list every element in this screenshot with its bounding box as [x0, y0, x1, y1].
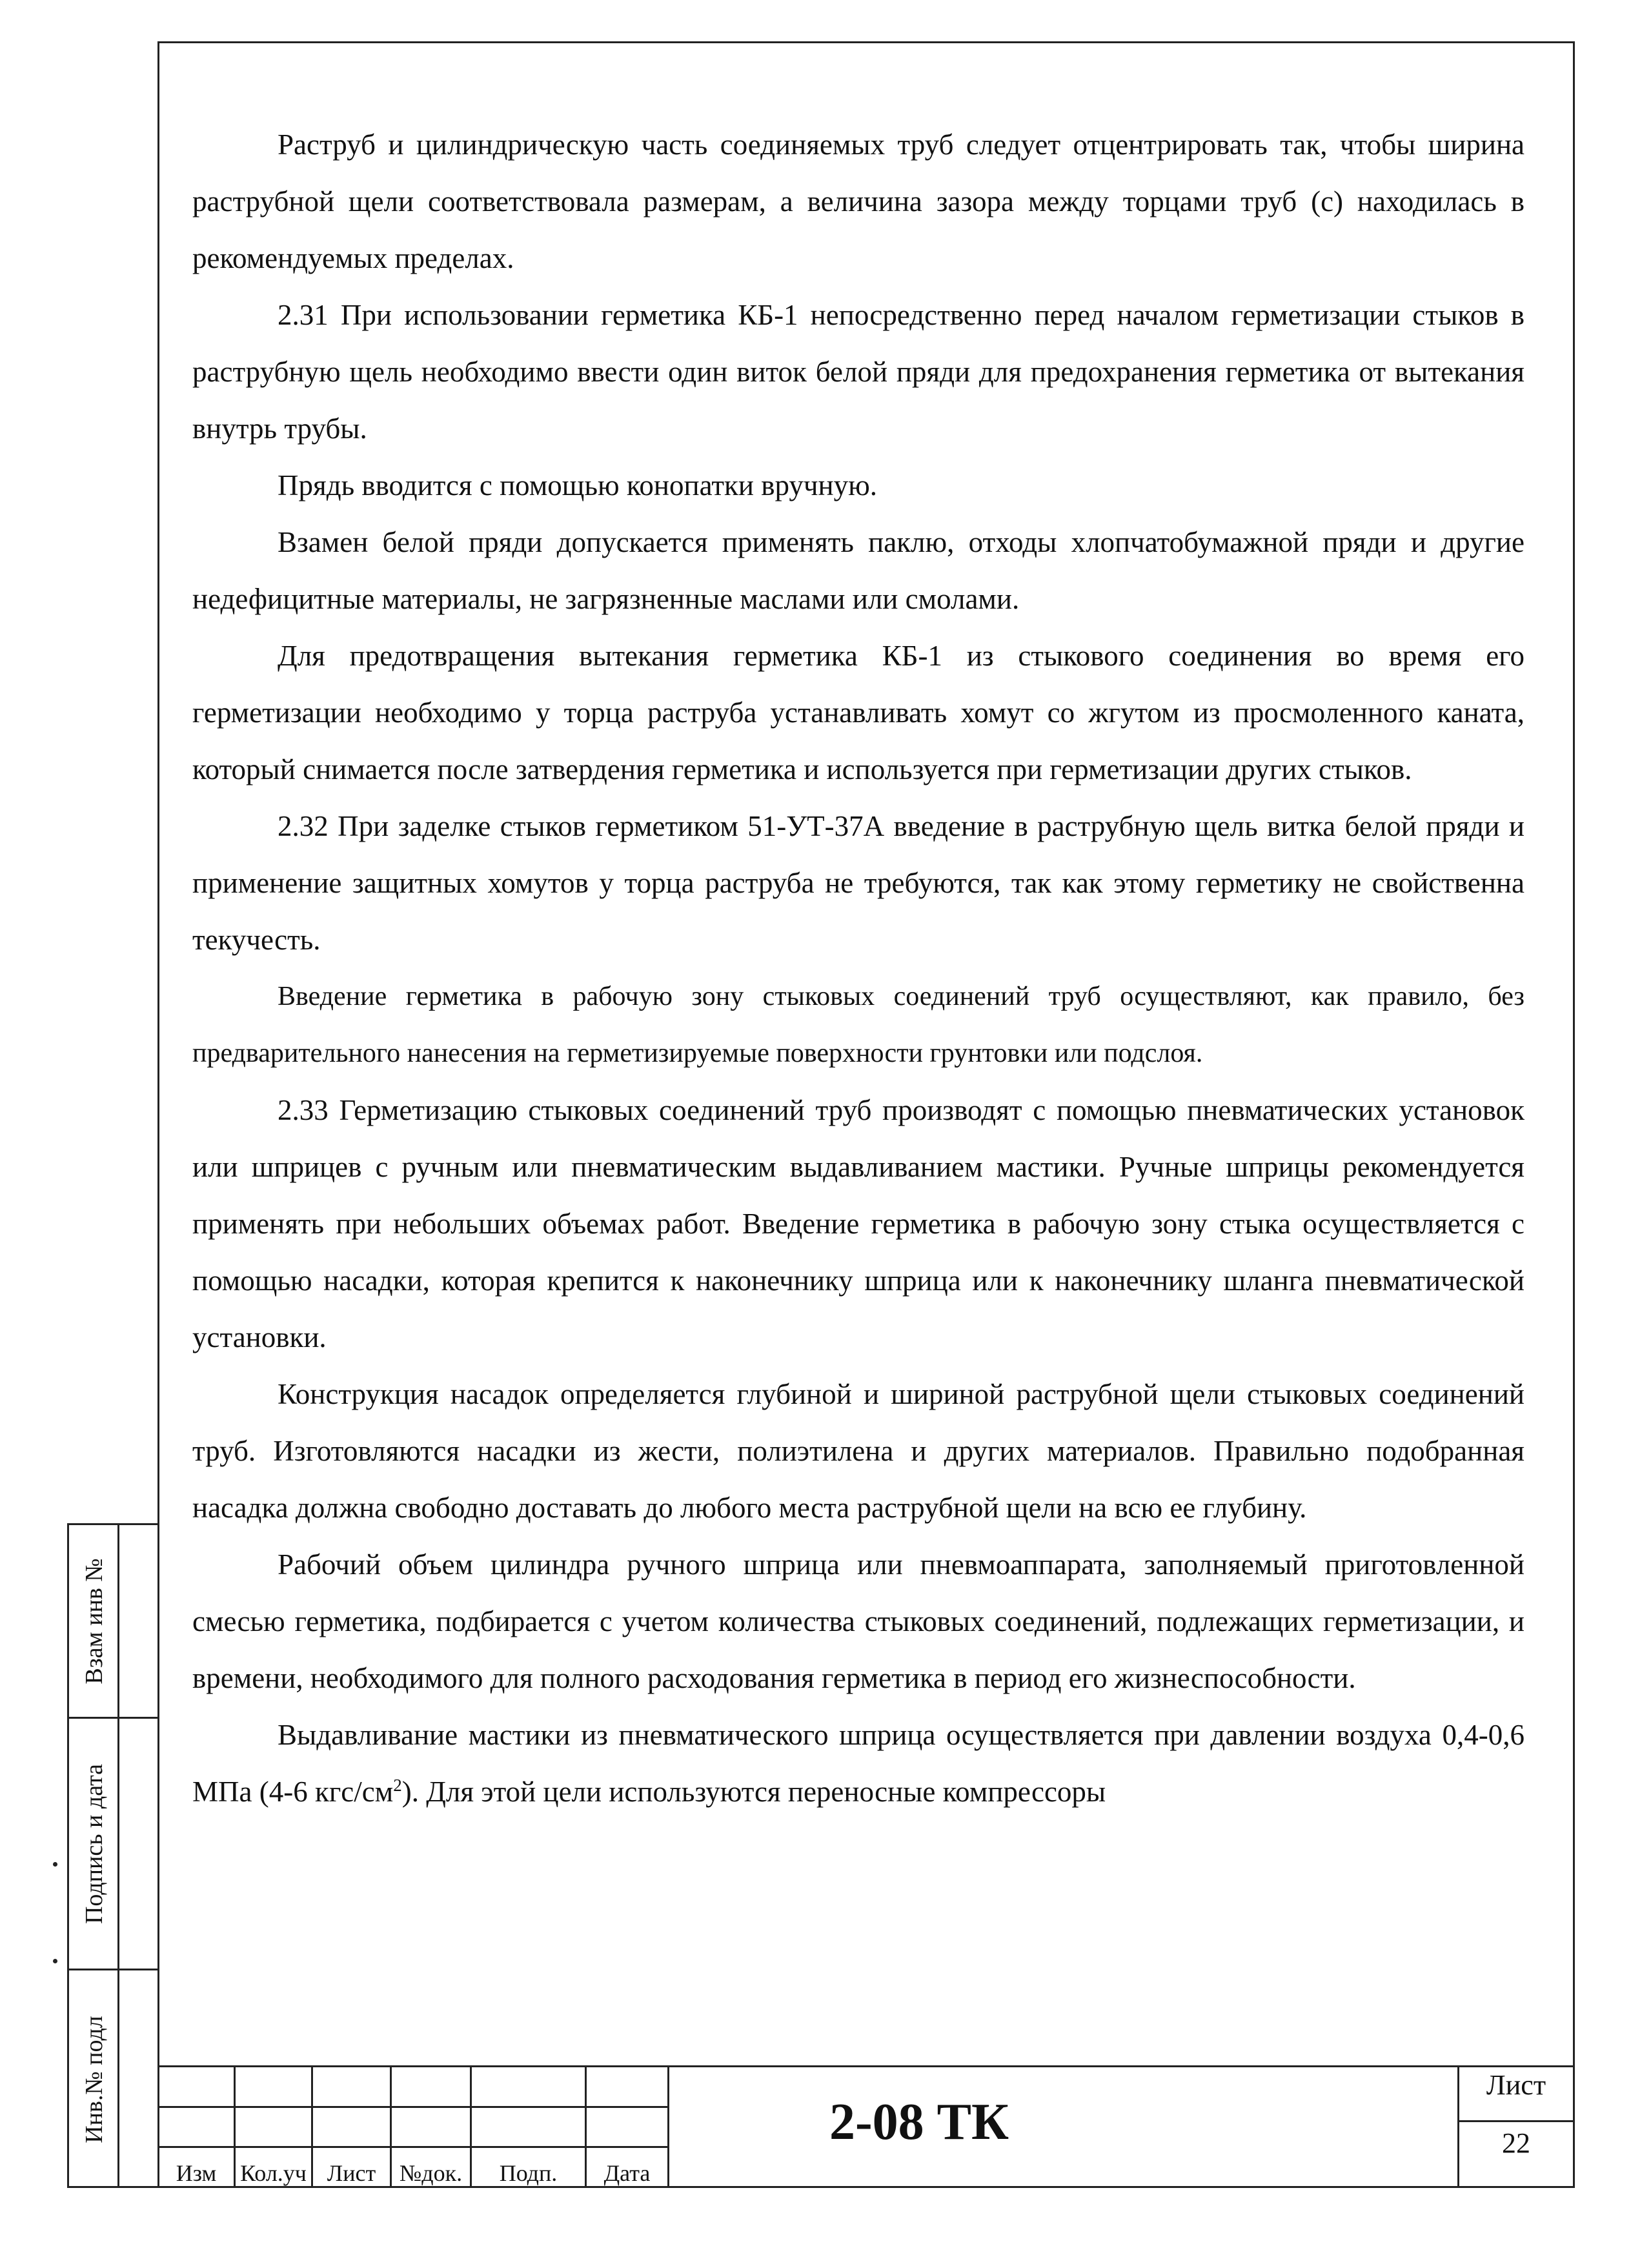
side-label-column	[69, 1525, 119, 1717]
side-stamp-strip	[67, 1523, 157, 2188]
title-block	[157, 2065, 1575, 2188]
side-label-column	[69, 1970, 119, 2188]
paragraph: 2.32 При заделке стыков герметиком 51-УТ-37А введение в раструбную щель витка белой пряди и применение защитных хомутов у торца раструба не требуются, так как этому герметику не свойственна текучесть.	[192, 810, 1524, 956]
margin-dot	[53, 1862, 57, 1867]
paragraph-last-tail: ). Для этой цели используются переносные компрессоры	[401, 1776, 1106, 1808]
column-izm: Изм	[176, 2160, 217, 2186]
paragraph: 2.33 Герметизацию стыковых соединений труб производят с помощью пневматических установок или шприцев с ручным или пневматическим выдавливанием мастики. Ручные шприцы рекомендуется применять при небольших объемах работ. Введение герметика в рабочую зону стыка осуществляется с помощью насадки, которая крепится к наконечнику шприца или к наконечнику шланга пневматической установки.	[192, 1094, 1524, 1353]
paragraph: Взамен белой пряди допускается применять паклю, отходы хлопчатобумажной пряди и другие недефицитные материалы, не загрязненные маслами или смолами.	[192, 526, 1524, 615]
column-kol-uch: Кол.уч	[240, 2160, 307, 2186]
sheet-label: Лист	[1486, 2069, 1546, 2101]
side-label-column	[69, 1719, 119, 1969]
column-podp: Подп.	[499, 2160, 558, 2186]
side-label-vzam-inv: Взам инв №	[81, 1557, 108, 1685]
document-code: 2-08 ТК	[829, 2094, 1009, 2151]
paragraph: Конструкция насадок определяется глубиной и шириной раструбной щели стыковых соединений труб. Изготовляются насадки из жести, полиэтилена и других материалов. Правильно подобранная насадка должна свободно доставать до любого места раструбной щели на всю ее глубину.	[192, 1378, 1524, 1524]
paragraph: Раструб и цилиндрическую часть соединяемых труб следует отцентрировать так, чтобы ширина раструбной щели соответствовала размерам, а величина зазора между торцами труб (с) находилась в рекомендуемых пределах.	[192, 128, 1524, 274]
side-label-podpis-data: Подпись и дата	[81, 1763, 108, 1924]
title-block-rule	[1459, 2120, 1575, 2122]
side-label-inv-podl: Инв.№ подл	[81, 2015, 108, 2143]
paragraph-last	[192, 1706, 1524, 1820]
document-body	[192, 116, 1524, 1820]
margin-dot	[53, 1959, 57, 1963]
paragraph: Рабочий объем цилиндра ручного шприца или пневмоаппарата, заполняемый приготовленной смесью герметика, подбирается с учетом количества стыковых соединений, подлежащих герметизации, и времени, необходимого для полного расходования герметика в период его жизнеспособности.	[192, 1548, 1524, 1694]
paragraph-last-text: Выдавливание мастики из пневматического шприца осуществляется при давлении воздуха 0,4-0,6 МПа (4-6 кгс/см	[192, 1719, 1524, 1808]
paragraph: Прядь вводится с помощью конопатки вручную.	[278, 469, 877, 501]
column-ndok: №док.	[399, 2160, 463, 2186]
side-cell-podpis-data	[69, 1719, 157, 1970]
side-cell-inv-podl	[69, 1970, 157, 2188]
side-cell-vzam-inv	[69, 1525, 157, 1719]
column-data: Дата	[603, 2160, 651, 2186]
column-list: Лист	[327, 2160, 376, 2186]
paragraph: Введение герметика в рабочую зону стыковых соединений труб осуществляют, как правило, без предварительного нанесения на герметизируемые поверхности грунтовки или подслоя.	[192, 982, 1524, 1068]
sheet-number: 22	[1502, 2127, 1530, 2159]
paragraph: 2.31 При использовании герметика КБ-1 непосредственно перед началом герметизации стыков в раструбную щель необходимо ввести один виток белой пряди для предохранения герметика от вытекания внутрь трубы.	[192, 299, 1524, 445]
superscript: 2	[393, 1776, 402, 1795]
paragraph: Для предотвращения вытекания герметика КБ-1 из стыкового соединения во время его герметизации необходимо у торца раструба устанавливать хомут со жгутом из просмоленного каната, который снимается после затвердения герметика и используется при герметизации других стыков.	[192, 640, 1524, 785]
